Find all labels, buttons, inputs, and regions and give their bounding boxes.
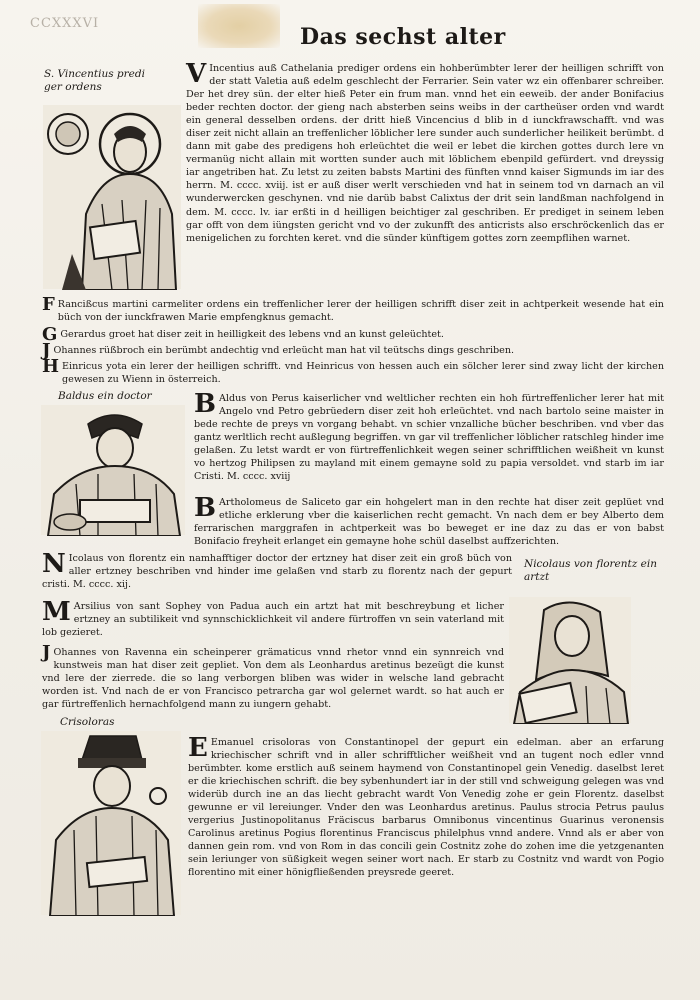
paragraph-heinricus	[42, 356, 664, 386]
paragraph-text: Aldus von Perus kaiserlicher vnd weltlicher rechten ein hoh fürtreffenlicher lerer hat mit Angelo vnd Petro gebrüedern diser zeit hoh erleüchtet. vnd nach bartolo seine maister in bede rechte de preys vn vorgang behabt. vn schier vnzalliche bücher beschriben. vnd vber das gantz werltlich recht außlegung begriffen. vn gar vil treffenlicher löblicher ratschleg hinder ime gelaßen. Zu letst wardt er von fürtreffenlichkeit wegen seiner schrifftlichen weißheit vn kunst vo hertzog Philipsen zu mayland mit einem gemayne sold zu papia versoldet. vnd starb im iar Cristi. M. cccc. xviij	[194, 393, 664, 483]
initial-letter: J	[42, 340, 51, 361]
paragraph-baldus	[194, 389, 664, 483]
running-head: Das sechst alter	[300, 24, 506, 50]
initial-letter: G	[42, 324, 58, 345]
paragraph-text: Rancißcus martini carmeliter ordens ein treffenlicher lerer der heilligen schrifft diser zeit in achtperkeit wesende hat ein büch von der iunckfrawen Marie empfengknus gemacht.	[57, 299, 664, 324]
initial-letter: B	[194, 389, 216, 419]
paragraph-gerardus	[42, 324, 664, 345]
paragraph-text: Emanuel crisoloras von Constantinopel der gepurt ein edelman. aber an erfarung kriechischer schrift vnd in aller schrifftlicher weißheit vnd an tugent noch edler vnnd berümbter. kome erstlich auß seinem haymend von Constantinopel gein Venedig. daselbst leret er die kriechischen schrift. die bey sybenhundert iar in der still vnd schweigung gelegen was vnd widerüb durch ine an das liecht gebracht wardt Von Venedig zohe er gein Florentz. daselbst gewunne er vil lereiunger. Vnder den was Leonhardus aretinus. Paulus strocia Petrus paulus vergerius Justinopolitanus Fräciscus barbarus Omnibonus vincentinus Guarinus veronensis Carolinus aretinus Pogius florentinus Franciscus philelphus vnnd andere. Vnnd als er aber von dannen gein rom. vnd von Rom in das concili gein Costnitz zohe do zohen ime die yetzgenanten sein leriunger von süßigkeit wegen seiner wort nach. Er starb zu Costnitz vnd wardt von Pogio florentino mit einer hönigfließenden preysrede geeret.	[188, 737, 664, 879]
initial-letter: B	[194, 493, 216, 523]
initial-letter: F	[42, 294, 55, 315]
paragraph-marsilius	[42, 597, 504, 639]
initial-letter: H	[42, 356, 60, 377]
caption-nicolaus: Nicolaus von florentz ein artzt	[524, 558, 657, 583]
paragraph-text: Einricus yota ein lerer der heilligen schrifft. vnd Heinricus von hessen auch ein sölcher lerer sind zway licht der kirchen gewesen zu Wienn in österreich.	[62, 361, 664, 386]
saint-portrait-icon	[42, 104, 182, 290]
caption-vincentius: S. Vincentius predi ger ordens	[44, 68, 145, 93]
paragraph-emanuel	[188, 733, 664, 880]
paragraph-johannes-ravenna	[42, 642, 504, 711]
doctor-portrait-icon	[40, 404, 186, 536]
scholar-portrait-icon	[40, 730, 182, 916]
paragraph-text: Ohannes rüßbroch ein berümbt andechtig vnd erleücht man hat vil teütschs dings geschriben.	[53, 345, 515, 356]
paragraph-bartholomeus	[194, 493, 664, 548]
initial-letter: V	[186, 59, 207, 89]
paragraph-johannes	[42, 340, 664, 361]
initial-letter: M	[42, 597, 71, 627]
paragraph-text: Icolaus von florentz ein namhafftiger doctor der ertzney hat diser zeit ein groß büch von aller ertzney beschriben vnd hinder ime gelaßen vnd starb zu florentz nach der gepurt cristi. M. cccc. xij.	[42, 553, 512, 591]
paragraph-text: Arsilius von sant Sophey von Padua auch ein artzt hat mit beschreybung et licher ertzney an subtilikeit vnd synnschicklichkeit vil andere fürtroffen vn sein vaterland mit lob gezieret.	[42, 601, 504, 639]
woodcut-baldus	[40, 404, 186, 536]
initial-letter: E	[188, 733, 208, 763]
caption-baldus: Baldus ein doctor	[58, 390, 152, 402]
paragraph-text: Ohannes von Ravenna ein scheinperer grämaticus vnnd rhetor vnnd ein synnreich vnd kunstweis man hat diser zeit gepliet. Von dem als Leonhardus aretinus bezeügt die kunst vnd lere der zierrede. die so lang verborgen bliben was wider in welsche land gebracht worden ist. Vnd nach de er von Francisco petrarcha gar wol gelernet wardt. so hat auch er gar fürtreffenlich hernachfolgend mann zu iungern gehabt.	[42, 647, 504, 711]
folio-number: CCXXXVI	[30, 16, 100, 31]
paper-stain	[198, 4, 280, 48]
paragraph-nicolaus	[42, 549, 512, 591]
woodcut-crisoloras	[40, 730, 182, 916]
physician-portrait-icon	[508, 596, 632, 724]
woodcut-nicolaus	[508, 596, 632, 724]
paragraph-text: Gerardus groet hat diser zeit in heilligkeit des lebens vnd an kunst geleüchtet.	[60, 329, 444, 340]
paragraph-franciscus	[42, 294, 664, 324]
initial-letter: N	[42, 549, 66, 579]
paragraph-text: Artholomeus de Saliceto gar ein hohgelert man in den rechte hat diser zeit geplüet vnd etliche erklerung vber die kaiserlichen recht gemacht. Vn nach dem er bey Alberto dem ferrarischen marggrafen in achtperkeit was bo beweget er ine daz zu das er von babst Bonifacio freyheit erlanget ein gemayne hohe schül daselbst auffzerichten.	[194, 497, 664, 548]
paragraph-text: Incentius auß Cathelania prediger ordens ein hohberümbter lerer der heilligen schrifft von der statt Valetia auß edelm geschlecht der Ferrarier. Sein vater wz ein offenbarer schreiber. Der het drey sün. der elter hieß Peter ein frum man. vnnd het ein eeweib. der ander Bonifacius beder rechten doctor. der gieng nach absterben seins weibs in der cartheüser orden vnd wardt ein general desselben ordens. der dritt hieß Vincencius d blib in d iunckfrawschafft. vnd was diser zeit nicht allain an treffenlicher löblicher lere sunder auch sunderlicher heilikeit berümbt. d dann mit gabe des predigens hoh erleüchtet die weil er lebet die kirchen gottes durch lere vn vermanüg nicht allain mit wortten sunder auch mit löblichem ebenpild gefürdert. vnd dreyssig iar angetriben hat. Zu letst zu zeiten babsts Martini des fünften vnnd kaiser Sigmunds im iar des herrn. M. cccc. xviij. ist er auß diser werlt verschieden vnd hat in seinem tod vn darnach an vil wunderwercken geschynen. vnd nie darüb babst Calixtus der drit sein landßman nachfolgend in dem. M. cccc. lv. iar erßti in d heilligen beichtiger zal geschriben. Er prediget in seinem leben gar offt von dem iüngsten gericht vnd vo der zukunfft des anticrists also erschröckenlich das er menigelichen zu forchten keret. vnd die sünder künftigem gottes zorn zeempflihen warnet.	[186, 63, 664, 244]
woodcut-vincentius	[42, 104, 182, 290]
caption-crisoloras: Crisoloras	[60, 716, 115, 728]
paragraph-vincentius	[186, 59, 664, 245]
initial-letter: J	[42, 642, 51, 663]
